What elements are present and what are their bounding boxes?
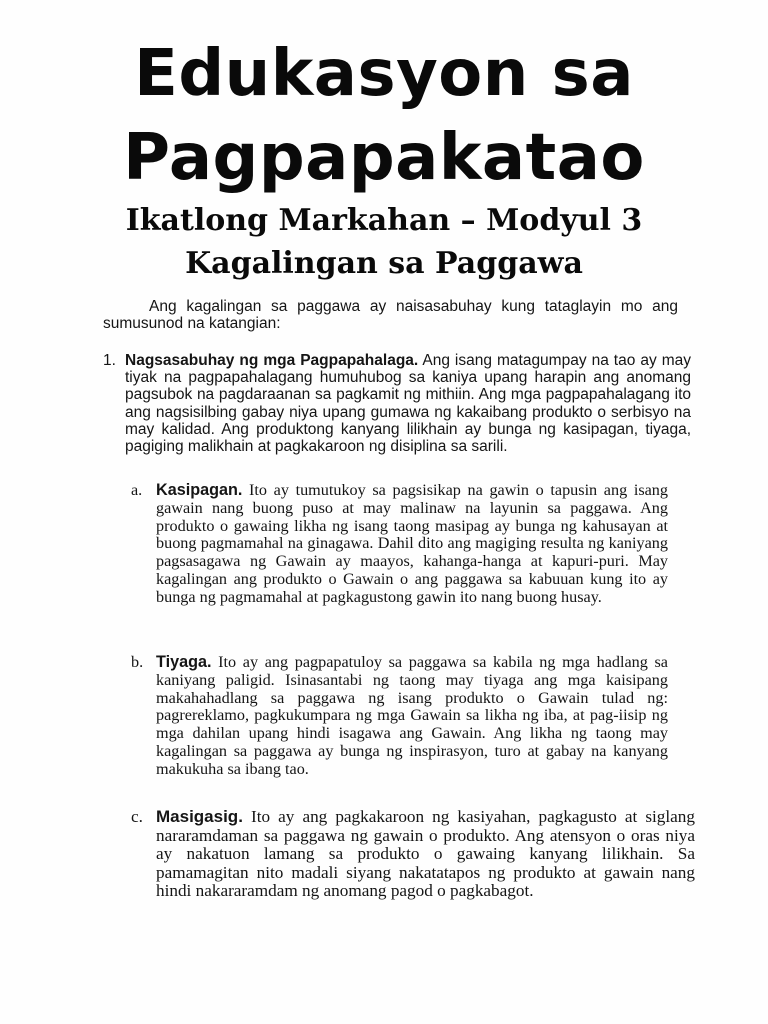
sub-item-heading: Tiyaga. — [156, 653, 212, 671]
sub-item-text: Ito ay tumutukoy sa pagsisikap na gawin o tapusin ang isang gawain nang buong puso at may malinaw na layunin sa paggawa. Ang produkto o gawaing likha ng isang taong masipag ay bunga ng kahusayan at buong pagmamahal na ginagawa. Dahil dito ang magiging resulta ng kaniyang pagsasagawa ng Gawain ay maayos, kahanga-hanga at kapuri-puri. May kagalingan ang produkto o Gawain o ang paggawa sa kabuuan kung ito ay bunga ng pagmamahal at pagkagustong gawin ito nang buong husay. — [156, 481, 668, 606]
sub-item-heading: Masigasig. — [156, 807, 243, 826]
sub-item-letter: a. — [131, 481, 143, 499]
sub-item-body — [156, 654, 668, 779]
sub-item-a — [131, 482, 668, 607]
sub-item-body — [156, 482, 668, 607]
subtitle-line-1: Ikatlong Markahan – Modyul 3 — [125, 203, 643, 238]
list-item-heading: Nagsasabuhay ng mga Pagpapahalaga. — [125, 352, 419, 369]
sub-item-heading: Kasipagan. — [156, 481, 243, 499]
sub-item-c — [131, 808, 695, 901]
sub-item-text: Ito ay ang pagkakaroon ng kasiyahan, pagkagusto at siglang nararamdaman sa paggawa ng gawain o produkto. Ang atensyon o oras niya ay nakatuon lamang sa produkto o gawaing kanyang lilikhain. Sa pamamagitan nito madali siyang nakatatapos ng produkto at gawain nang hindi nakararamdam ng anomang pagod o pagkabagot. — [156, 807, 695, 901]
list-item-body — [125, 352, 691, 455]
sub-item-letter: b. — [131, 653, 144, 671]
sub-item-b — [131, 654, 668, 779]
title-line-1: Edukasyon sa — [134, 37, 634, 111]
subtitle-line-2: Kagalingan sa Paggawa — [185, 246, 583, 281]
intro-paragraph: Ang kagalingan sa paggawa ay naisasabuhay kung tataglayin mo ang sumusunod na katangian: — [103, 298, 678, 333]
list-item-number: 1. — [103, 352, 116, 369]
sub-item-text: Ito ay ang pagpapatuloy sa paggawa sa kabila ng mga hadlang sa kaniyang paligid. Isinasantabi ng taong may tiyaga ang mga kaisipang makahahadlang sa paggawa ng isang produkto o Gawain tulad ng: pagrereklamo, pagkukumpara ng mga Gawain sa likha ng iba, at pag-iisip ng mga dahilan upang hindi isagawa ang Gawain. Ang likha ng taong may kagalingan sa paggawa ay bunga ng inspirasyon, turo at gabay na kanyang makukuha sa ibang tao. — [156, 653, 668, 778]
list-item-text: Ang isang matagumpay na tao ay may tiyak na pagpapahalagang humuhubog sa kaniya upang harapin ang anomang pagsubok na pagdaraanan sa pagkamit ng mithiin. Ang mga pagpapahalagang ito ang nagsisilbing gabay niya upang gumawa ng kakaibang produkto o serbisyo na may kalidad. Ang produktong kanyang lilikhain ay bunga ng kasipagan, tiyaga, pagiging malikhain at pagkakaroon ng disiplina sa sarili. — [125, 352, 691, 456]
sub-item-letter: c. — [131, 807, 143, 826]
list-item-1 — [103, 352, 691, 455]
sub-item-body — [156, 808, 695, 901]
title-line-2: Pagpapakatao — [123, 121, 645, 195]
